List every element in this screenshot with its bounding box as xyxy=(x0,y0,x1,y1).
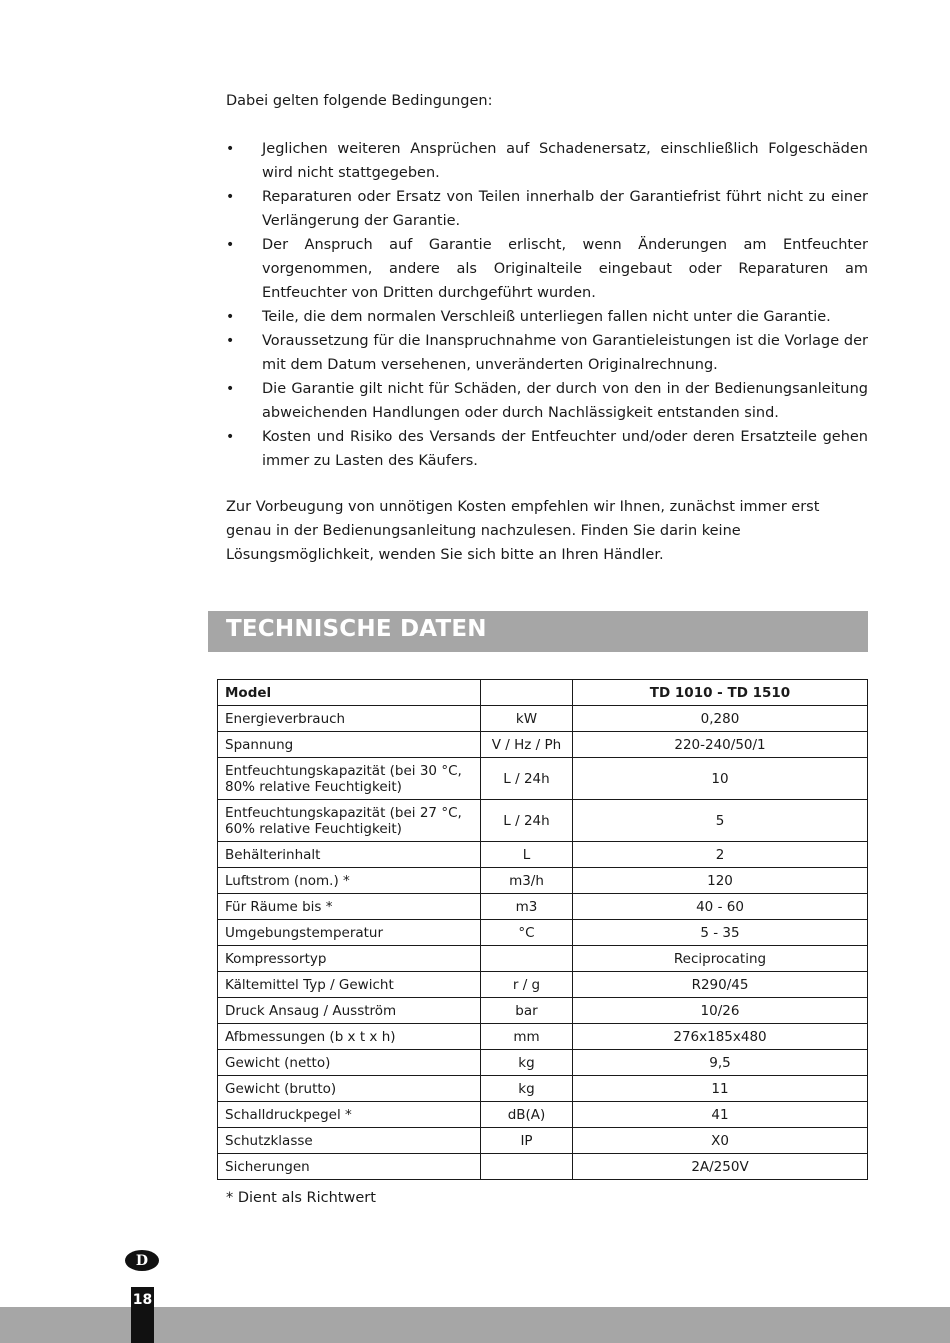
cell-param: Behälterinhalt xyxy=(218,842,481,868)
list-item: • Jeglichen weiteren Ansprüchen auf Schadenersatz, einschließlich Folgeschäden wird nicht stattgegeben. xyxy=(226,137,868,185)
table-row xyxy=(218,894,868,920)
page-number: 18 xyxy=(131,1287,154,1343)
cell-param: Luftstrom (nom.) * xyxy=(218,868,481,894)
cell-value: 220-240/50/1 xyxy=(573,732,868,758)
cell-value: 40 - 60 xyxy=(573,894,868,920)
cell-param: Gewicht (brutto) xyxy=(218,1076,481,1102)
cell-value: 120 xyxy=(573,868,868,894)
footnote: * Dient als Richtwert xyxy=(226,1190,376,1206)
list-item: • Kosten und Risiko des Versands der Entfeuchter und/oder deren Ersatzteile gehen immer zu Lasten des Käufers. xyxy=(226,425,868,473)
cell-unit xyxy=(481,946,573,972)
cell-value: 11 xyxy=(573,1076,868,1102)
table-row xyxy=(218,732,868,758)
bullet-icon: • xyxy=(226,309,235,325)
cell-value: R290/45 xyxy=(573,972,868,998)
cell-value: Reciprocating xyxy=(573,946,868,972)
cell-unit: mm xyxy=(481,1024,573,1050)
table-row xyxy=(218,1076,868,1102)
cell-unit: m3 xyxy=(481,894,573,920)
cell-value: X0 xyxy=(573,1128,868,1154)
cell-unit: m3/h xyxy=(481,868,573,894)
header-cell-model: Model xyxy=(218,680,481,706)
cell-value: 5 xyxy=(573,800,868,842)
list-item: • Die Garantie gilt nicht für Schäden, der durch von den in der Bedienungsanleitung abweichenden Handlungen oder durch Nachlässigkeit entstanden sind. xyxy=(226,377,868,425)
cell-unit: kW xyxy=(481,706,573,732)
list-item: • Teile, die dem normalen Verschleiß unterliegen fallen nicht unter die Garantie. xyxy=(226,305,868,329)
cell-param: Umgebungstemperatur xyxy=(218,920,481,946)
header-cell-unit xyxy=(481,680,573,706)
cell-unit: V / Hz / Ph xyxy=(481,732,573,758)
cell-value: 0,280 xyxy=(573,706,868,732)
table-row xyxy=(218,842,868,868)
list-item: • Voraussetzung für die Inanspruchnahme von Garantieleistungen ist die Vorlage der mit dem Datum versehenen, unveränderten Originalrechnung. xyxy=(226,329,868,377)
table-row xyxy=(218,1128,868,1154)
cell-param: Schutzklasse xyxy=(218,1128,481,1154)
table-row xyxy=(218,1024,868,1050)
cell-value: 10/26 xyxy=(573,998,868,1024)
header-cell-value: TD 1010 - TD 1510 xyxy=(573,680,868,706)
cell-param: Schalldruckpegel * xyxy=(218,1102,481,1128)
cell-param: Gewicht (netto) xyxy=(218,1050,481,1076)
cell-unit: L / 24h xyxy=(481,800,573,842)
cell-param: Sicherungen xyxy=(218,1154,481,1180)
cell-param: Energieverbrauch xyxy=(218,706,481,732)
cell-param: Für Räume bis * xyxy=(218,894,481,920)
list-item: • Der Anspruch auf Garantie erlischt, wenn Änderungen am Entfeuchter vorgenommen, andere als Originalteile eingebaut oder Reparaturen am Entfeuchter von Dritten durchgeführt wurden. xyxy=(226,233,868,305)
table-row xyxy=(218,1154,868,1180)
cell-unit: kg xyxy=(481,1076,573,1102)
cell-param: Afbmessungen (b x t x h) xyxy=(218,1024,481,1050)
table-row xyxy=(218,1050,868,1076)
cell-unit: L / 24h xyxy=(481,758,573,800)
table-row xyxy=(218,998,868,1024)
cell-value: 9,5 xyxy=(573,1050,868,1076)
cell-unit: L xyxy=(481,842,573,868)
cell-param: Entfeuchtungskapazität (bei 30 °C, 80% relative Feuchtigkeit) xyxy=(218,758,481,800)
cell-unit: kg xyxy=(481,1050,573,1076)
cell-unit xyxy=(481,1154,573,1180)
bullet-icon: • xyxy=(226,189,235,205)
cell-unit: dB(A) xyxy=(481,1102,573,1128)
table-header-row xyxy=(218,680,868,706)
list-item: • Reparaturen oder Ersatz von Teilen innerhalb der Garantiefrist führt nicht zu einer Verlängerung der Garantie. xyxy=(226,185,868,233)
table-row xyxy=(218,972,868,998)
section-header-band xyxy=(208,611,868,652)
spec-table xyxy=(217,679,868,1180)
table-row xyxy=(218,800,868,842)
recommendation-text: Zur Vorbeugung von unnötigen Kosten empfehlen wir Ihnen, zunächst immer erst genau in der Bedienungsanleitung nachzulesen. Finden Sie darin keine Lösungsmöglichkeit, wenden Sie sich bitte an Ihren Händler. xyxy=(226,499,820,563)
cell-param: Kältemittel Typ / Gewicht xyxy=(218,972,481,998)
cell-unit: r / g xyxy=(481,972,573,998)
table-row xyxy=(218,920,868,946)
cell-value: 41 xyxy=(573,1102,868,1128)
cell-param: Spannung xyxy=(218,732,481,758)
section-title: TECHNISCHE DATEN xyxy=(226,616,487,642)
cell-value: 2A/250V xyxy=(573,1154,868,1180)
cell-unit: bar xyxy=(481,998,573,1024)
bullet-icon: • xyxy=(226,429,235,445)
language-badge: D xyxy=(125,1250,159,1271)
cell-param: Kompressortyp xyxy=(218,946,481,972)
cell-param: Druck Ansaug / Ausström xyxy=(218,998,481,1024)
table-row xyxy=(218,946,868,972)
table-row xyxy=(218,706,868,732)
table-row xyxy=(218,758,868,800)
cell-unit: °C xyxy=(481,920,573,946)
bullet-icon: • xyxy=(226,141,235,157)
bullet-icon: • xyxy=(226,381,235,397)
cell-value: 276x185x480 xyxy=(573,1024,868,1050)
cell-unit: IP xyxy=(481,1128,573,1154)
cell-param: Entfeuchtungskapazität (bei 27 °C, 60% relative Feuchtigkeit) xyxy=(218,800,481,842)
table-row xyxy=(218,1102,868,1128)
cell-value: 5 - 35 xyxy=(573,920,868,946)
conditions-list xyxy=(226,137,868,473)
cell-value: 10 xyxy=(573,758,868,800)
bullet-icon: • xyxy=(226,333,235,349)
bullet-icon: • xyxy=(226,237,235,253)
cell-value: 2 xyxy=(573,842,868,868)
table-row xyxy=(218,868,868,894)
intro-text: Dabei gelten folgende Bedingungen: xyxy=(226,93,493,109)
